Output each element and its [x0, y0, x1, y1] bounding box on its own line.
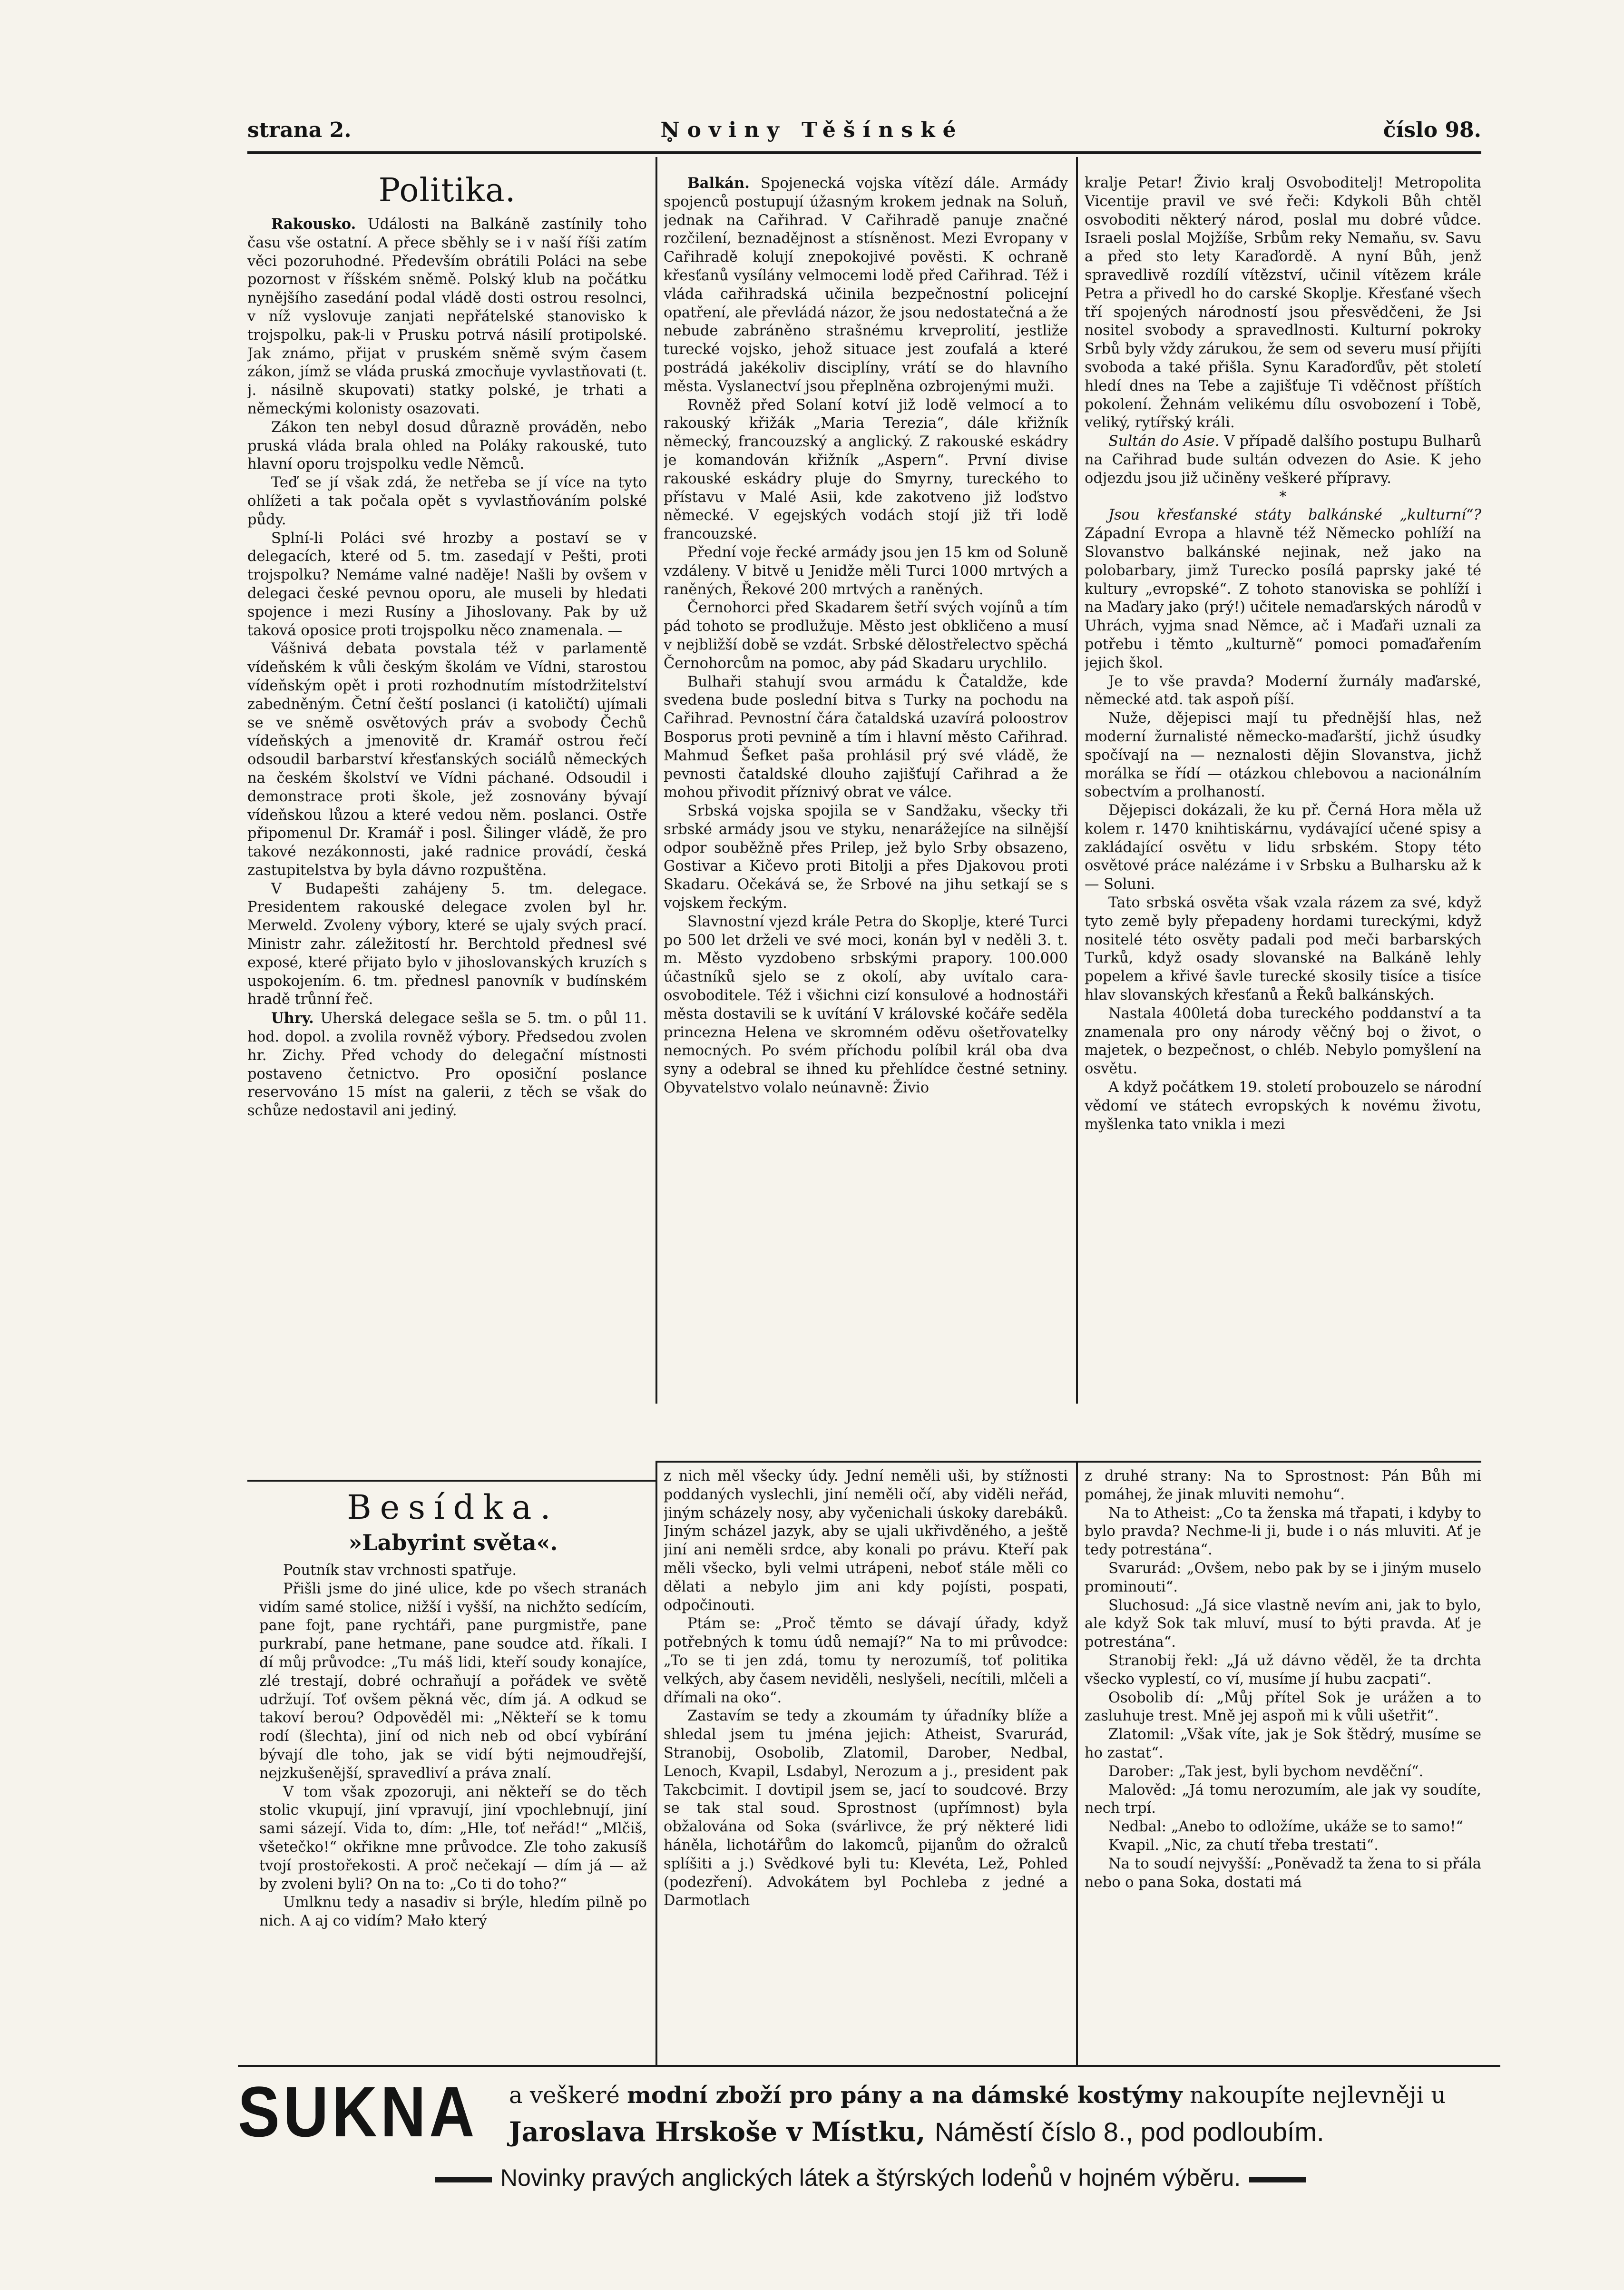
advert-bar-left [435, 2177, 492, 2182]
news-paragraph: Je to vše pravda? Moderní žurnály maďarské, německé atd. tak aspoň píší. [1085, 673, 1481, 708]
balkan-paragraph: Rovněž před Solaní kotví již lodě velmocí a to rakouský křižák „Maria Terezia“, dále křižník německý, francouzský a anglický. Z rakouské eskádry je komandován křižník „Aspern“. První divise rakouské eskádry pluje do Smyrny, tureckého to přístavu v Malé Asii, kde zakotveno již loďstvo německé. V egejských vodách stojí již tři lodě francouzské. [664, 396, 1068, 543]
advert-novelties: Novinky pravých anglických látek a štýrských loden̊ů v hojném výběru. [500, 2164, 1241, 2191]
besidka-paragraph: Zlatomil: „Však víte, jak je Sok štědrý, musíme se ho zastat“. [1085, 1726, 1481, 1761]
besidka-paragraph: Poutník stav vrchnosti spatřuje. [283, 1562, 517, 1579]
balkan-column [664, 174, 1068, 1459]
news-paragraph: Západní Evropa a hlavně též Německo pohlíží na Slovanstvo balkánské nejinak, než jako na polobarbary, jimž Turecko posílá paprsky jaké té kultury „evropské“. Z tohoto stanoviska se pohlíží i na Maďary jako (prý!) učitele nemaďarských národů v Uhrách, vyjma snad Němce, ač i Maďaři uznali za potřebu i těmto „kulturně“ pomoci pomaďařením jejich škol. [1085, 525, 1481, 671]
advert-line-3 [257, 2163, 1484, 2192]
advert-address: Náměstí číslo 8., pod podloubím. [935, 2117, 1324, 2147]
advert-brand: SUKNA [238, 2072, 478, 2152]
besidka-paragraph: Kvapil. „Nic, za chutí třeba trestati“. [1108, 1837, 1379, 1854]
news-paragraph: A když počátkem 19. století probouzelo se národní vědomí ve státech evropských k novému životu, myšlenka tato vnikla i mezi [1085, 1079, 1481, 1133]
besidka-paragraph: Na to Atheist: „Co ta ženska má třapati, i kdyby to bylo pravda? Nechme-li ji, bude i o nás mluviti. Ať je tedy potrestána“. [1085, 1504, 1481, 1559]
politika-paragraph: Teď se jí však zdá, že netřeba se jí více na tyto ohlížeti a tak počala opět s vyvlastňováním polské půdy. [247, 474, 647, 528]
column-rule [1076, 1461, 1078, 2065]
politika-paragraph: Splní-li Poláci své hrozby a postaví se v delegacích, které od 5. tm. zasedají v Pešti, proti trojspolku? Nemáme valné naděje! Našli by ovšem v delegaci české pevnou oporu, ale museli by hledati spojence i mezi Rusíny a Jihoslovany. Pak by už taková oposice proti trojspolku něco znamenala. — [247, 530, 647, 639]
besidka-paragraph: Malověd: „Já tomu nerozumím, ale jak vy soudíte, nech trpí. [1085, 1781, 1481, 1817]
news-paragraph: Tato srbská osvěta však vzala rázem za své, když tyto země byly přepadeny hordami tureckými, když nositelé této osvěty padali pod meči barbarských Turků, když osady slovanské na Balkáně lehly popelem a křivé šavle turecké skosily tisíce a tisíce hlav slovanských křesťanů a Řeků balkánských. [1085, 894, 1481, 1004]
besidka-column-1 [259, 1485, 647, 2061]
besidka-paragraph: Darober: „Tak jest, byli bychom nevděční“. [1108, 1763, 1424, 1780]
politika-paragraph: Vášnivá debata povstala též v parlamentě vídeňském k vůli českým školám ve Vídni, starostou vídeňským opět i proti rozhodnutím místodržitelství zabedněným. Četní čeští poslanci (i katoličtí) ujímali se ve sněmě osvětových práv a svobody Čechů vídeňských a jmenovitě dr. Kramář ostrou řečí odsoudil barbarství křesťanských sociálů německých na českém školství ve Vídni páchané. Odsoudil i demonstrace proti škole, jež zosnovány bývají vídeňskou lůzou a které vedou něm. poslanci. Ostře připomenul Dr. Kramář i posl. Šilinger vládě, že pro takové nezákonnosti, jaké radnice provádí, česká zastupitelstva by byla dávno rozpuštěna. [247, 640, 647, 879]
news-paragraph: kralje Petar! Živio kralj Osvoboditelj! Metropolita Vicentije pravil ve své řeči: Kdykoli Bůh chtěl osvoboditi některý národ, poslal mu dobré vůdce. Israeli poslal Mojžíše, Srbům reky Nemaňu, sv. Savu a před sto lety Karaďordě. A nyní Bůh, jenž spravedlivě rozdílí vítězství, učinil vítězem krále Petra a přivedl ho do carské Skoplje. Křesťané všech tří spojených národností jsou přesvědčeni, že Jsi nositel svobody a spravedlnosti. Kulturní pokroky Srbů byly vždy zárukou, že sem od severu musí přijíti svoboda a také přišla. Synu Karaďorďův, pět století hledí dnes na Tebe a zajišťuje Ti vděčnost příštích pokolení. Žehnám velikému dílu osvobození i Tobě, veliký, rytířský králi. [1085, 175, 1481, 432]
news-paragraph: V případě dalšího postupu Bulharů na Cařihrad bude sultán odvezen do Asie. K jeho odjezdu jsou již učiněny veškeré přípravy. [1085, 433, 1481, 487]
advert-merchant: Jaroslava Hrskoše v Místku, [509, 2116, 926, 2148]
politika-paragraph: Uherská delegace sešla se 5. tm. o půl 11. hod. dopol. a zvolila rovněž výbory. Předsedou zvolen hr. Zichy. Před vchody do delegační místnosti postaveno četnictvo. Pro oposiční poslance reservováno 15 míst na galerii, z těch se však do schůze nedostavil ani jediný. [247, 1010, 647, 1120]
news-paragraph: Nuže, dějepisci mají tu přednější hlas, než moderní žurnalisté německo-maďarští, jichž úsudky spočívají na — neznalosti dějin Slovanstva, jichž morálka se řídí — otázkou chlebovou a nacionálním sobectvím a prolhaností. [1085, 710, 1481, 801]
advert-line-2 [509, 2116, 1324, 2148]
politika-lead: Rakousko. [271, 216, 356, 233]
politika-paragraph: Zákon ten nebyl dosud důrazně prováděn, nebo pruská vláda brala ohled na Poláky rakouské, tuto hlavní oporu trojspolku vedle Němců. [247, 419, 647, 473]
politika-paragraph: V Budapešti zahájeny 5. tm. delegace. Presidentem rakouské delegace zvolen byl hr. Merweld. Zvoleny výbory, které se ujaly svých prací. Ministr zahr. záležitostí hr. Berchtold přednesl své exposé, které přijato bylo v jihoslovanských kruzích s uspokojením. 6. tm. přednesl panovník v budínském hradě trůnní řeč. [247, 880, 647, 1008]
advert-line1-pre: a veškeré [509, 2082, 620, 2109]
balkan-lead: Balkán. [687, 175, 750, 192]
besidka-title: Besídka. [347, 1488, 559, 1527]
news-paragraph: Dějepisci dokázali, že ku př. Černá Hora měla už kolem r. 1470 knihtiskárnu, vydávající učené spisy a zakládající osvětu v lidu srbském. Stopy této osvětové práce nalézáme i v Srbsku a Bulharsku až k — Soluni. [1085, 802, 1481, 893]
balkan-paragraph: Spojenecká vojska vítězí dále. Armády spojenců postupují úžasným krokem jednak na Soluň, jednak na Cařihrad. V Cařihradě panuje značné rozčilení, beznadějnost a stísněnost. Mezi Evropany v Cařihradě kolují znepokojivé pověsti. K ochraně křesťanů vysílány velmocemi lodě před Cařihrad. Též i vláda cařihradská učinila bezpečnostní policejní opatření, ale převládá názor, že jsou nedostatečná a že nebude zabráněno strašnému krveprolití, jestliže turecké vojsko, jehož situace jest zoufalá a které postrádá jakékoliv disciplíny, vrátí se do hlavního města. Vyslanectví jsou přeplněna ozbrojenými muži. [664, 175, 1068, 395]
besidka-paragraph: Přišli jsme do jiné ulice, kde po všech stranách vidím samé stolice, nižší i vyšší, na nichžto sedícím, pane fojt, pane rychtáři, pane purgmistře, pane purkrabí, pane hetmane, pane soudce atd. říkali. I dí můj průvodce: „Tu máš lidi, kteří soudy konajíce, zlé trestají, dobré ochraňují a pořádek ve světě udržují. Toť ovšem pěkná věc, dím já. A odkud se takoví berou? Odpověděl mi: „Někteří se k tomu rodí (šlechta), jiní od nich neb od obcí vybírání bývají dle toho, jak se vidí býti nejmoudřejší, nejzkušenější, spravedliví a práva znalí. [259, 1580, 647, 1782]
column-rule [1076, 157, 1078, 1404]
balkan-paragraph: Slavnostní vjezd krále Petra do Skoplje, které Turci po 500 let drželi ve své moci, konán byl v neděli 3. t. m. Město vyzdobeno srbskými prapory. 100.000 účastníků sjelo se z okolí, aby uvítalo cara-osvoboditele. Též i všichni cizí konsulové a hodnostáři města dostavili se k uvítání V královské kočáře seděla princezna Helena ve skromném oděvu ošetřovatelky nemocných. Po svém příchodu políbil král oba dva syny a odebral se ihned ku přehlídce čestné setniny. Obyvatelstvo volalo neúnavně: Živio [664, 913, 1068, 1097]
politika-column [247, 167, 647, 1471]
besidka-paragraph: Osobolib dí: „Můj přítel Sok je urážen a to zasluhuje trest. Mně jej aspoň mi k vůli ušetřit“. [1085, 1689, 1481, 1725]
besidka-column-3 [1085, 1467, 1481, 2062]
section-rule [655, 1461, 1481, 1463]
besidka-column-2 [664, 1467, 1068, 2062]
news-lead: Jsou křesťanské státy balkánské „kulturní“? [1108, 507, 1481, 524]
balkan-paragraph: Bulhaři stahují svou armádu k Čataldže, kde svedena bude poslední bitva s Turky na pochodu na Cařihrad. Pevnostní čára čataldská uzavírá poloostrov Bosporus proti pevnině a tím i hlavní město Cařihrad. Mahmud Šefket paša prohlásil prý své vládě, že pevnosti čataldské dlouho zajišťují Cařihrad a že mohou přivodit příznivý obrat ve válce. [664, 673, 1068, 801]
balkan-paragraph: Přední voje řecké armády jsou jen 15 km od Soluně vzdáleny. V bitvě u Jenidže měli Turci 1000 mrtvých a raněných, Řekové 200 mrtvých a raněných. [664, 544, 1068, 598]
section-rule [247, 1480, 655, 1482]
besidka-paragraph: z nich měl všecky údy. Jední neměli uši, by stížnosti poddaných vyslechli, jiní neměli očí, aby viděli neřád, jiným scházely nosy, aby vyčenichali úskoky darebáků. Jiným scházel jazyk, aby se ujali ukřivděného, a ještě jiní ani neměli srdce, aby konali po právu. Kteří pak měli všecko, byli velmi utrápeni, neboť stále měli co dělati a nebylo jim ani kdy pojísti, pospati, odpočinouti. [664, 1468, 1068, 1614]
besidka-paragraph: Ptám se: „Proč těmto se dávají úřady, když potřebných k tomu údů nemají?“ Na to mi průvodce: „To se ti jen zdá, tomu ty nerozumíš, toť politika velkých, aby časem neviděli, neslyšeli, necítili, mlčeli a dřímali na oko“. [664, 1615, 1068, 1706]
besidka-paragraph: z druhé strany: Na to Sprostnost: Pán Bůh mi pomáhej, že jinak mluviti nemohu“. [1085, 1468, 1481, 1503]
politika-lead: Uhry. [271, 1010, 314, 1027]
balkan-paragraph: Černohorci před Skadarem šetří svých vojínů a tím pád tohoto se prodlužuje. Město jest obkličeno a musí v nejbližší době se vzdát. Srbské dělostřelectvo spěchá Černohorcům na pomoc, aby pád Skadaru urychlilo. [664, 600, 1068, 672]
page-number: strana 2. [247, 118, 352, 142]
besidka-paragraph: Zastavím se tedy a zkoumám ty úřadníky blíže a shledal jsem tu jména jejich: Atheist, Svarurád, Stranobij, Osobolib, Zlatomil, Darober, Nedbal, Lenoch, Kvapil, Lsdabyl, Nerozum a j., president pak Takcbcimit. I dovtipil jsem se, jací to soudcové. Brzy se tak stal soud. Sprostnost (upřímnost) byla obžalována od Soka (svárlivce, že prý některé lidi háněla, lichotářům do lakomců, pijanům do ožralců splíšiti a j.) Svědkové byli tu: Klevéta, Lež, Pohled (podezření). Advokátem byl Pochleba z jedné a Darmotlach [664, 1708, 1068, 1909]
besidka-paragraph: Svarurád: „Ovšem, nebo pak by se i jiným muselo prominouti“. [1085, 1560, 1481, 1595]
issue-number: číslo 98. [1383, 118, 1481, 142]
advert-rule [238, 2065, 1500, 2067]
news-paragraph: Nastala 400letá doba tureckého poddanství a ta znamenala pro ony národy věčný boj o život, o majetek, o bezpečnost, o chléb. Nebylo pomyšlení na osvětu. [1085, 1005, 1481, 1078]
header-rule [247, 151, 1481, 154]
news-column-3 [1085, 174, 1481, 1459]
masthead: N̥oviny Těšínské [660, 118, 964, 142]
politika-paragraph: Události na Balkáně zastínily toho času vše ostatní. A přece sběhly se i v naší říši zatím věci pozoruhodné. Především obrátili Poláci na sebe pozornost v říšském sněmě. Polský klub na počátku nynějšího zasedání podal vládě dosti ostrou resolnci, v níž vyslovuje zanjati nepřátelské stanovisko k trojspolku, pak-li v Prusku potrvá násilí protipolské. Jak známo, přijat v pruském sněmě svým časem zákon, jímž se vláda pruská zmocňuje vyvlastňovati (t. j. násilně skupovati) statky polské, je trhati a německými kolonisty osazovati. [247, 216, 647, 417]
column-rule [655, 1461, 657, 2065]
advert-bar-right [1249, 2177, 1306, 2182]
besidka-paragraph: Umlknu tedy a nasadiv si brýle, hledím pilně po nich. A aj co vidím? Mało který [259, 1894, 647, 1930]
besidka-paragraph: V tom však zpozoruji, ani někteří se do těch stolic vkupují, jiní vpravují, jiní vpochlebnují, jiní sami sázejí. Vida to, dím: „Hle, toť neřád!“ „Mlčiš, všetečko!“ okřikne mne průvodce. Zle toho zakusíš tvojí prostořekosti. A proč nečekají — dím já — až by zvoleni byli? On na to: „Co ti do toho?“ [259, 1783, 647, 1893]
besidka-paragraph: Stranobij řekl: „Já už dávno věděl, že ta drchta všecko vyplestí, co ví, musíme jí hubu zacpati“. [1085, 1652, 1481, 1688]
balkan-paragraph: Srbská vojska spojila se v Sandžaku, všecky tři srbské armády jsou ve styku, nenarážejíce na silnější odpor souběžně přes Prilep, jež bylo Srby obsazeno, Gostivar a Kičevo proti Bitolji a přes Djakovou proti Skadaru. Očekává se, že Srbové na jihu setkají se s vojskem řeckým. [664, 803, 1068, 912]
besidka-paragraph: Sluchosud: „Já sice vlastně nevím ani, jak to bylo, ale když Sok tak mluví, musí to býti pravda. Ať je potrestána“. [1085, 1597, 1481, 1651]
besidka-subtitle: »Labyrint světa«. [348, 1530, 558, 1555]
besidka-paragraph: Nedbal: „Anebo to odložíme, ukáže se to samo!“ [1108, 1818, 1464, 1836]
advert-line1-post: nakoupíte nejlevněji u [1189, 2082, 1446, 2109]
asterisk-divider: * [1279, 488, 1287, 505]
besidka-paragraph: Na to soudí nejvyšší: „Poněvadž ta žena to si přála nebo o pana Soka, dostati má [1085, 1855, 1481, 1891]
politika-title: Politika. [378, 172, 516, 209]
advert-line-1 [509, 2082, 1446, 2109]
column-rule [655, 157, 657, 1404]
advert-line1-bold: modní zboží pro pány a na dámské kostýmy [627, 2082, 1183, 2109]
advertisement [238, 2069, 1500, 2211]
news-lead: Sultán do Asie. [1108, 433, 1220, 450]
